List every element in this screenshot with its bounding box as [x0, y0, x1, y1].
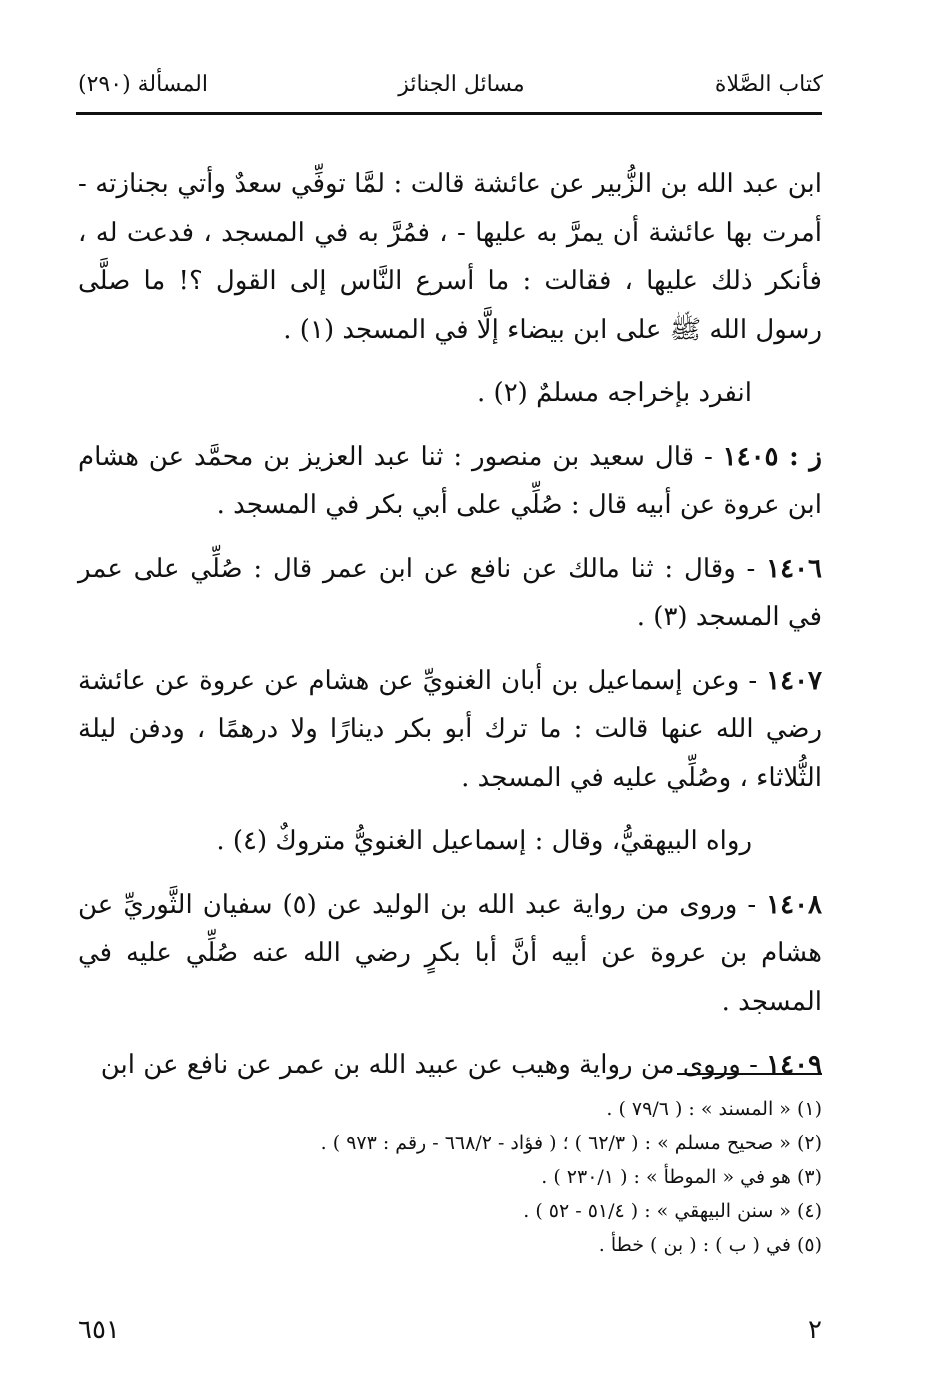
footnote-rule: [677, 1073, 822, 1075]
hadith-number: ١٤٠٧: [766, 665, 822, 696]
paragraph: [78, 433, 822, 530]
footnote: (٥) في ( ب ) : ( بن ) خطأ .: [598, 1234, 822, 1256]
volume-number: ٢: [808, 1315, 822, 1345]
page-footer: [78, 1310, 822, 1350]
paragraph-text: - وروى من رواية عبد الله بن الوليد عن (٥) سفيان الثَّوريِّ عن هشام بن عروة عن أبيه أنَّ أبا بكرٍ رضي الله عنه صُلِّي عليه في المسجد .: [78, 889, 822, 1017]
hadith-number: ز : ١٤٠٥: [722, 441, 822, 472]
paragraph: [78, 545, 822, 642]
paragraph: رواه البيهقيُّ، وقال : إسماعيل الغنويُّ متروكٌ (٤) .: [216, 826, 752, 856]
paragraph: ابن عبد الله بن الزُّبير عن عائشة قالت : لمَّا توفِّي سعدٌ وأتي بجنازته - أمرت بها عائشة أن يمرَّ به عليها - ، فمُرَّ به في المسجد ، فدعت له ، فأنكر ذلك عليها ، فقالت : ما أسرع النَّاس إلى القول ؟! ما صلَّى رسول الله ﷺ على ابن بيضاء إلَّا في المسجد (١) .: [78, 169, 822, 345]
hadith-number: ١٤٠٦: [766, 553, 822, 584]
paragraph: انفرد بإخراجه مسلمٌ (٢) .: [477, 378, 752, 408]
main-text: [78, 160, 822, 1105]
footnotes: [78, 1092, 822, 1262]
page-number: ٦٥١: [78, 1315, 120, 1345]
hadith-number: ١٤٠٩: [766, 1050, 822, 1080]
footnote: (٢) « صحيح مسلم » : ( ٦٢/٣ ) ؛ ( فؤاد - ٦٦٨/٢ - رقم : ٩٧٣ ) .: [320, 1132, 822, 1154]
book-title: كتاب الصَّلاة: [714, 71, 823, 97]
paragraph: [78, 1041, 822, 1090]
paragraph: [78, 881, 822, 1027]
issue-number: المسألة (٢٩٠): [78, 71, 208, 97]
footnote: (٤) « سنن البيهقي » : ( ٥١/٤ - ٥٢ ) .: [523, 1200, 822, 1222]
header-rule: [76, 112, 822, 115]
paragraph-text: - قال سعيد بن منصور : ثنا عبد العزيز بن محمَّد عن هشام ابن عروة عن أبيه قال : صُلِّي على أبي بكر في المسجد .: [78, 441, 822, 520]
paragraph: [78, 657, 822, 803]
hadith-number: ١٤٠٨: [766, 889, 822, 920]
footnote: (٣) هو في « الموطأ » : ( ٢٣٠/١ ) .: [541, 1166, 822, 1188]
running-header: [78, 64, 823, 104]
paragraph-text: - وروى من رواية وهيب عن عبيد الله بن عمر عن نافع عن ابن: [100, 1050, 767, 1080]
footnote: (١) « المسند » : ( ٧٩/٦ ) .: [606, 1098, 822, 1120]
paragraph-text: - وقال : ثنا مالك عن نافع عن ابن عمر قال : صُلِّي على عمر في المسجد (٣) .: [78, 553, 822, 632]
paragraph-text: - وعن إسماعيل بن أبان الغنويِّ عن هشام عن عروة عن عائشة رضي الله عنها قالت : ما ترك أبو بكر دينارًا ولا درهمًا ، ودفن ليلة الثُّلاثاء ، وصُلِّي عليه في المسجد .: [78, 665, 822, 793]
chapter-title: مسائل الجنائز: [398, 71, 525, 97]
